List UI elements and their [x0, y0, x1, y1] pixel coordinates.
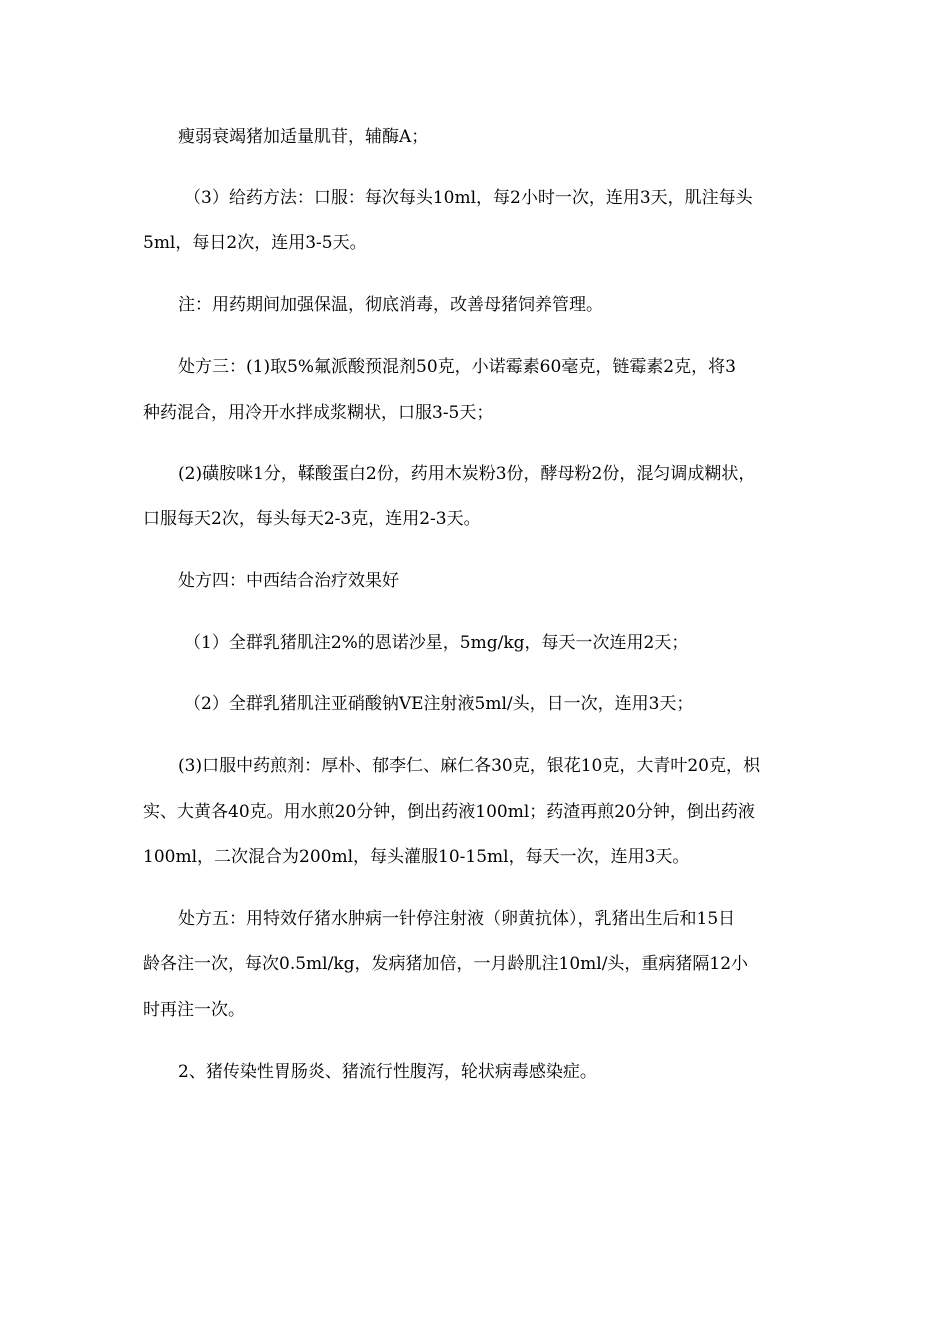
text-line: 种药混合，用冷开水拌成浆糊状，口服3-5天； — [143, 403, 494, 423]
text-line: （3）给药方法：口服：每次每头10ml，每2小时一次，连用3天，肌注每头 — [184, 188, 753, 208]
text-line: (2)磺胺咪1分，鞣酸蛋白2份，药用木炭粉3份，酵母粉2份，混匀调成糊状， — [178, 464, 756, 484]
text-line: （1）全群乳猪肌注2%的恩诺沙星，5mg/kg，每天一次连用2天； — [184, 633, 689, 653]
text-line: 实、大黄各40克。用水煎20分钟，倒出药液100ml；药渣再煎20分钟，倒出药液 — [143, 802, 755, 822]
text-line: 瘦弱衰竭猪加适量肌苷，辅酶A； — [178, 127, 429, 147]
text-line: 处方三：(1)取5%氟派酸预混剂50克，小诺霉素60毫克，链霉素2克，将3 — [178, 357, 736, 377]
text-line: 口服每天2次，每头每天2-3克，连用2-3天。 — [143, 509, 481, 529]
text-line: 处方五：用特效仔猪水肿病一针停注射液（卵黄抗体），乳猪出生后和15日 — [178, 909, 736, 929]
text-line: 注：用药期间加强保温，彻底消毒，改善母猪饲养管理。 — [178, 295, 603, 315]
text-line: （2）全群乳猪肌注亚硝酸钠VE注射液5ml/头，日一次，连用3天； — [184, 694, 694, 714]
text-line: 龄各注一次，每次0.5ml/kg，发病猪加倍，一月龄肌注10ml/头，重病猪隔12小 — [143, 954, 749, 974]
text-line: 5ml，每日2次，连用3-5天。 — [143, 233, 367, 253]
text-line: 时再注一次。 — [143, 1000, 245, 1020]
text-line: (3)口服中药煎剂：厚朴、郁李仁、麻仁各30克，银花10克，大青叶20克，枳 — [178, 756, 760, 776]
text-line: 100ml，二次混合为200ml，每头灌服10-15ml，每天一次，连用3天。 — [143, 847, 690, 867]
text-line: 2、猪传染性胃肠炎、猪流行性腹泻，轮状病毒感染症。 — [178, 1062, 597, 1082]
text-line: 处方四：中西结合治疗效果好 — [178, 571, 399, 591]
